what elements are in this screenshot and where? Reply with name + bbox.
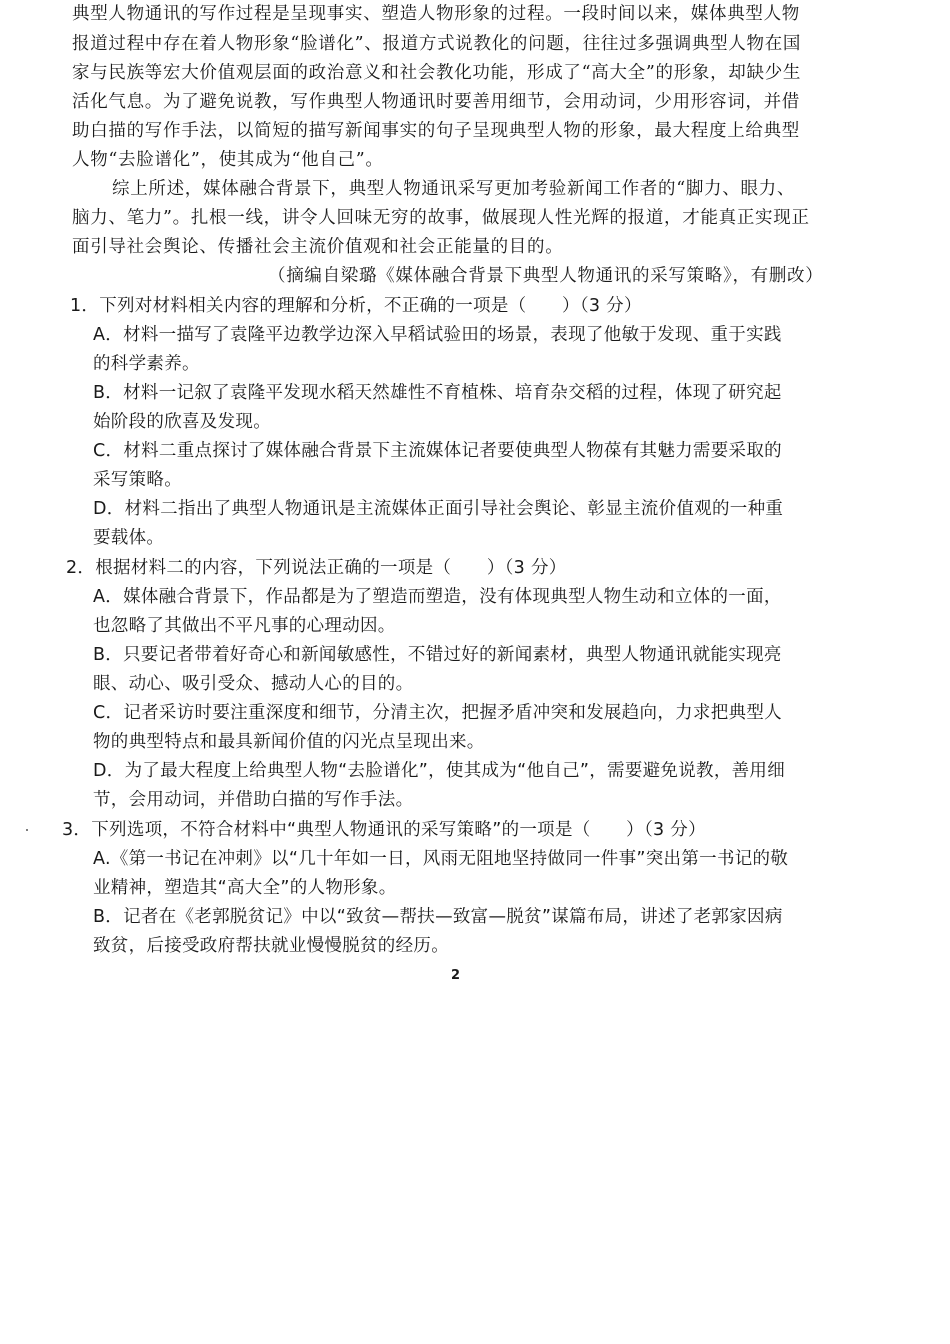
question-1-option-d-line-1: D．材料二指出了典型人物通讯是主流媒体正面引导社会舆论、彰显主流价值观的一种重 xyxy=(93,499,784,519)
question-2-option-a-line-1: A．媒体融合背景下，作品都是为了塑造而塑造，没有体现典型人物生动和立体的一面， xyxy=(93,587,782,607)
question-1-stem xyxy=(70,292,642,317)
question-1-text: 下列对材料相关内容的理解和分析，不正确的一项是（ ）（3 分） xyxy=(99,296,642,316)
material-p2-line-2: 脑力、笔力”。扎根一线，讲令人回味无穷的故事，做展现人性光辉的报道，才能真正实现正 xyxy=(72,208,810,228)
material-p1-line-1: 典型人物通讯的写作过程是呈现事实、塑造人物形象的过程。一段时间以来，媒体典型人物 xyxy=(72,4,800,24)
question-2-option-d-line-1: D．为了最大程度上给典型人物“去脸谱化”，使其成为“他自己”，需要避免说教，善用细 xyxy=(93,761,786,781)
scan-speck xyxy=(26,829,28,831)
question-1-option-a-line-1: A．材料一描写了袁隆平边教学边深入早稻试验田的场景，表现了他敏于发现、重于实践 xyxy=(93,325,782,345)
question-2-text: 根据材料二的内容，下列说法正确的一项是（ ）（3 分） xyxy=(95,558,567,578)
question-1-option-d-line-2: 要载体。 xyxy=(93,528,165,548)
material-p2-line-3: 面引导社会舆论、传播社会主流价值观和社会正能量的目的。 xyxy=(72,237,564,257)
question-2-option-c-line-1: C．记者采访时要注重深度和细节，分清主次，把握矛盾冲突和发展趋向，力求把典型人 xyxy=(93,703,782,723)
material-p1-line-4: 活化气息。为了避免说教，写作典型人物通讯时要善用细节，会用动词，少用形容词，并借 xyxy=(72,92,800,112)
question-2-option-b-line-1: B．只要记者带着好奇心和新闻敏感性，不错过好的新闻素材，典型人物通讯就能实现亮 xyxy=(93,645,782,665)
question-3-text: 下列选项，不符合材料中“典型人物通讯的采写策略”的一项是（ ）（3 分） xyxy=(91,820,706,840)
material-p1-line-6: 人物“去脸谱化”，使其成为“他自己”。 xyxy=(72,150,384,170)
question-2-number: 2． xyxy=(66,558,96,578)
question-1-option-b-line-2: 始阶段的欣喜及发现。 xyxy=(93,412,271,432)
question-1-option-a-line-2: 的科学素养。 xyxy=(93,354,200,374)
question-2-option-c-line-2: 物的典型特点和最具新闻价值的闪光点呈现出来。 xyxy=(93,732,485,752)
material-p1-line-3: 家与民族等宏大价值观层面的政治意义和社会教化功能，形成了“高大全”的形象，却缺少生 xyxy=(72,63,802,83)
question-1-option-c-line-1: C．材料二重点探讨了媒体融合背景下主流媒体记者要使典型人物葆有其魅力需要采取的 xyxy=(93,441,782,461)
question-1-number: 1． xyxy=(70,296,100,316)
question-3-option-a-line-1: A.《第一书记在冲刺》以“几十年如一日，风雨无阻地坚持做同一件事”突出第一书记的敬 xyxy=(93,849,789,869)
question-3-stem xyxy=(62,816,706,841)
question-3-option-b-line-2: 致贫，后接受政府帮扶就业慢慢脱贫的经历。 xyxy=(93,936,449,956)
question-3-option-b-line-1: B．记者在《老郭脱贫记》中以“致贫—帮扶—致富—脱贫”谋篇布局，讲述了老郭家因病 xyxy=(93,907,783,927)
question-1-option-b-line-1: B．材料一记叙了袁隆平发现水稻天然雄性不育植株、培育杂交稻的过程，体现了研究起 xyxy=(93,383,782,403)
question-1-option-c-line-2: 采写策略。 xyxy=(93,470,182,490)
question-2-option-a-line-2: 也忽略了其做出不平凡事的心理动因。 xyxy=(93,616,396,636)
question-2-option-d-line-2: 节，会用动词，并借助白描的写作手法。 xyxy=(93,790,414,810)
material-p2-line-1: 综上所述，媒体融合背景下，典型人物通讯采写更加考验新闻工作者的“脚力、眼力、 xyxy=(112,179,796,199)
question-3-number: 3． xyxy=(62,820,92,840)
question-3-option-a-line-2: 业精神，塑造其“高大全”的人物形象。 xyxy=(93,878,397,898)
material-p1-line-5: 助白描的写作手法，以简短的描写新闻事实的句子呈现典型人物的形象，最大程度上给典型 xyxy=(72,121,800,141)
question-2-stem xyxy=(66,554,567,579)
question-2-option-b-line-2: 眼、动心、吸引受众、撼动人心的目的。 xyxy=(93,674,414,694)
page-number: 2 xyxy=(451,968,461,983)
material-source: （摘编自梁璐《媒体融合背景下典型人物通讯的采写策略》，有删改） xyxy=(268,266,824,286)
material-p1-line-2: 报道过程中存在着人物形象“脸谱化”、报道方式说教化的问题，往往过多强调典型人物在国 xyxy=(72,34,802,54)
